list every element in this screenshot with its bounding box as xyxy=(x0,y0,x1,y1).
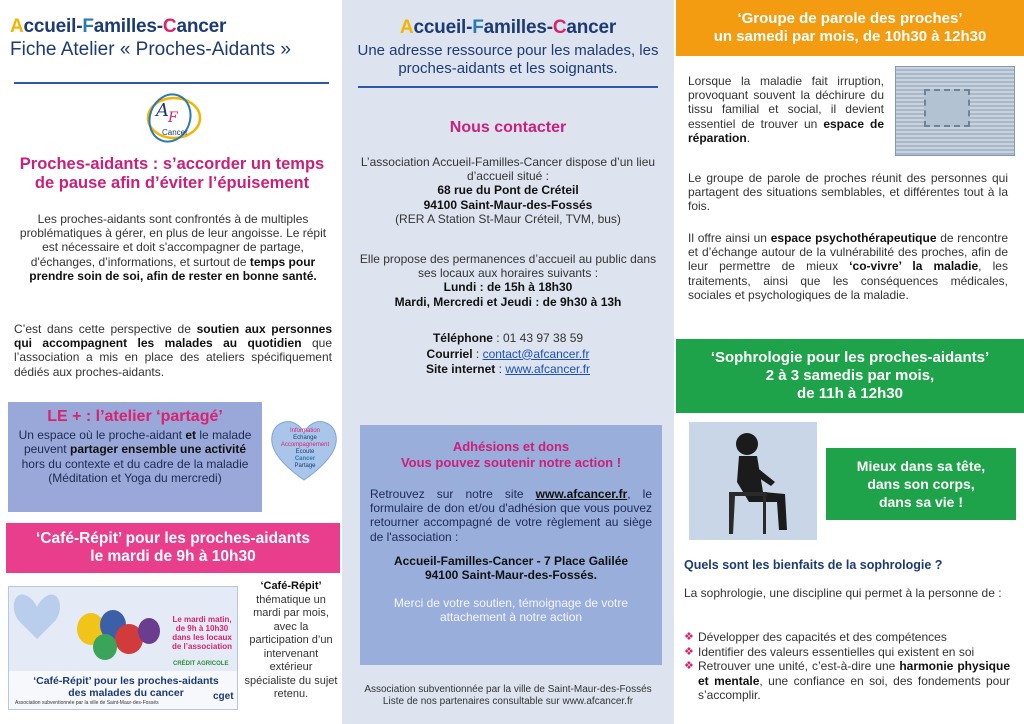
workshop-subtitle: Fiche Atelier « Proches-Aidants » xyxy=(10,39,291,60)
cafe-side-text: ‘Café-Répit’ thématique un mardi par mois, avec la participation d’un intervenant extérieur spécialiste du sujet retenu. xyxy=(244,580,338,700)
cafe-img-title: ‘Café-Répit’ pour les proches-aidants des malades du cancer xyxy=(33,675,219,699)
left-header xyxy=(10,16,340,61)
adhesions-box xyxy=(360,425,662,665)
perspective-paragraph: C’est dans cette perspective de soutien aux personnes qui accompagnent les malades au quotidien que l’association a mis en place des ateliers spécifiquement dédiés aux proches-aidants. xyxy=(14,322,332,379)
atelier-partage-text: Un espace où le proche-aidant et le malade peuvent partager ensemble une activité hors du contexte et du cadre de la maladie (Méditation et Yoga du mercredi) xyxy=(18,428,252,485)
groupe-parole-p2: Le groupe de parole de proches réunit des personnes qui partagent des situations semblables, et différentes tout à la fois. xyxy=(688,171,1008,214)
email-link[interactable]: contact@afcancer.fr xyxy=(482,346,590,361)
brand-title-left: Accueil-Familles-Cancer xyxy=(10,16,227,37)
cafe-img-subsidy: Association subventionnée par la ville de Saint-Maur-des-Fossés xyxy=(15,700,159,706)
fabric-patch-image xyxy=(895,66,1015,156)
cafe-img-schedule: Le mardi matin, de 9h à 10h30 dans les locaux de l’association xyxy=(171,615,233,651)
opening-hours: Elle propose des permanences d’accueil au public dans ses locaux aux horaires suivants : Lundi : de 15h à 18h30 Mardi, Mercredi et Jeudi : de 9h30 à 13h xyxy=(359,252,657,309)
heart-icon xyxy=(268,416,340,484)
afc-logo xyxy=(140,92,204,144)
atelier-partage-box xyxy=(8,402,262,512)
sophrologie-silhouette-image xyxy=(689,422,817,540)
heart-words: Information Echange Accompagnement Ecoute Cancer Partage xyxy=(280,428,330,469)
groupe-parole-intro: Lorsque la maladie fait irruption, provoquant souvent la déchirure du tissu familial et social, il devient essentiel de trouver un espace de réparation. xyxy=(688,74,884,145)
proches-heading: Proches-aidants : s’accorder un temps de pause afin d’éviter l’épuisement xyxy=(19,155,325,192)
adhesions-thanks: Merci de votre soutien, témoignage de votre attachement à notre action xyxy=(393,596,629,625)
contact-address: L’association Accueil-Familles-Cancer dispose d’un lieu d’accueil situé : 68 rue du Pont de Créteil 94100 Saint-Maur-des-Fossés (RER A Station St-Maur Créteil, TVM, bus) xyxy=(360,155,656,226)
list-item: ❖ Développer des capacités et des compétences xyxy=(684,630,947,644)
cafe-repit-flyer-image xyxy=(8,586,238,710)
svg-text:F: F xyxy=(168,110,178,126)
divider xyxy=(14,82,329,84)
middle-footer: Association subventionnée par la ville de Saint-Maur-des-Fossés Liste de nos partenaires consultable sur www.afcancer.fr xyxy=(364,684,652,707)
bullet-icon: ❖ xyxy=(684,645,694,658)
brand-title-middle: Accueil-Familles-Cancer xyxy=(399,17,617,38)
bullet-icon: ❖ xyxy=(684,631,694,643)
bullet-icon: ❖ xyxy=(684,660,694,672)
list-item: ❖ Retrouver une unité, c’est-à-dire une harmonie physique et mentale, une confiance en soi, des fondements pour s’accomplir. xyxy=(684,659,1011,702)
atelier-partage-title: LE + : l’atelier ‘partagé’ xyxy=(47,408,223,425)
groupe-parole-band: ‘Groupe de parole des proches’ un samedi par mois, de 10h30 à 12h30 xyxy=(676,0,1024,56)
contact-title: Nous contacter xyxy=(449,119,567,136)
contact-details: Téléphone : 01 43 97 38 59 Courriel : contact@afcancer.fr Site internet : www.afcancer.fr xyxy=(425,331,591,376)
adhesions-text: Retrouvez sur notre site www.afcancer.fr, le formulaire de don et/ou d'adhésion que vous pouvez retourner accompagné de votre règlement au siège de l'association : xyxy=(370,487,653,544)
credit-agricole-logo: CRÉDIT AGRICOLE xyxy=(173,661,229,667)
cafe-repit-band: ‘Café-Répit’ pour les proches-aidants le mardi de 9h à 10h30 xyxy=(6,523,340,573)
logo-caption: Cancer xyxy=(162,128,188,137)
sophrologie-band: ‘Sophrologie pour les proches-aidants’ 2 à 3 samedis par mois, de 11h à 12h30 xyxy=(676,339,1024,413)
adhesions-title: Adhésions et dons Vous pouvez soutenir notre action ! xyxy=(400,439,622,470)
bienfaits-list xyxy=(684,630,1010,703)
bienfaits-title: Quels sont les bienfaits de la sophrologie ? xyxy=(684,558,943,572)
list-item: ❖ Identifier des valeurs essentielles qui existent en soi xyxy=(684,644,975,659)
svg-text:A: A xyxy=(156,100,169,121)
website-link[interactable]: www.afcancer.fr xyxy=(505,362,591,376)
adhesions-site-link[interactable]: www.afcancer.fr xyxy=(535,487,628,501)
adhesions-address: Accueil-Familles-Cancer - 7 Place Galilée 94100 Saint-Maur-des-Fossés. xyxy=(393,553,629,583)
divider xyxy=(358,86,658,88)
sophrologie-intro: La sophrologie, une discipline qui permet à la personne de : xyxy=(684,586,1002,600)
mieux-box: Mieux dans sa tête, dans son corps, dans sa vie ! xyxy=(826,448,1016,520)
cget-logo: cget xyxy=(213,691,234,702)
intro-paragraph: Les proches-aidants sont confrontés à de multiples problématiques à gérer, en plus de leur angoisse. Le répit est nécessaire et doit s'accompagner de partage, d'échanges, d’informations, et surtout de temps pour prendre soin de soi, afin de rester en bonne santé. xyxy=(19,212,327,283)
groupe-parole-p3: Il offre ainsi un espace psychothérapeutique de rencontre et d’échange autour de la vulnérabilité des proches, afin de leur permettre de mieux ‘co-vivre’ la maladie, les traitements, ainsi que les conséquences médicales, sociales et psychologiques de la maladie. xyxy=(688,231,1008,302)
middle-tagline: Une adresse ressource pour les malades, les proches-aidants et les soignants. xyxy=(357,42,659,77)
